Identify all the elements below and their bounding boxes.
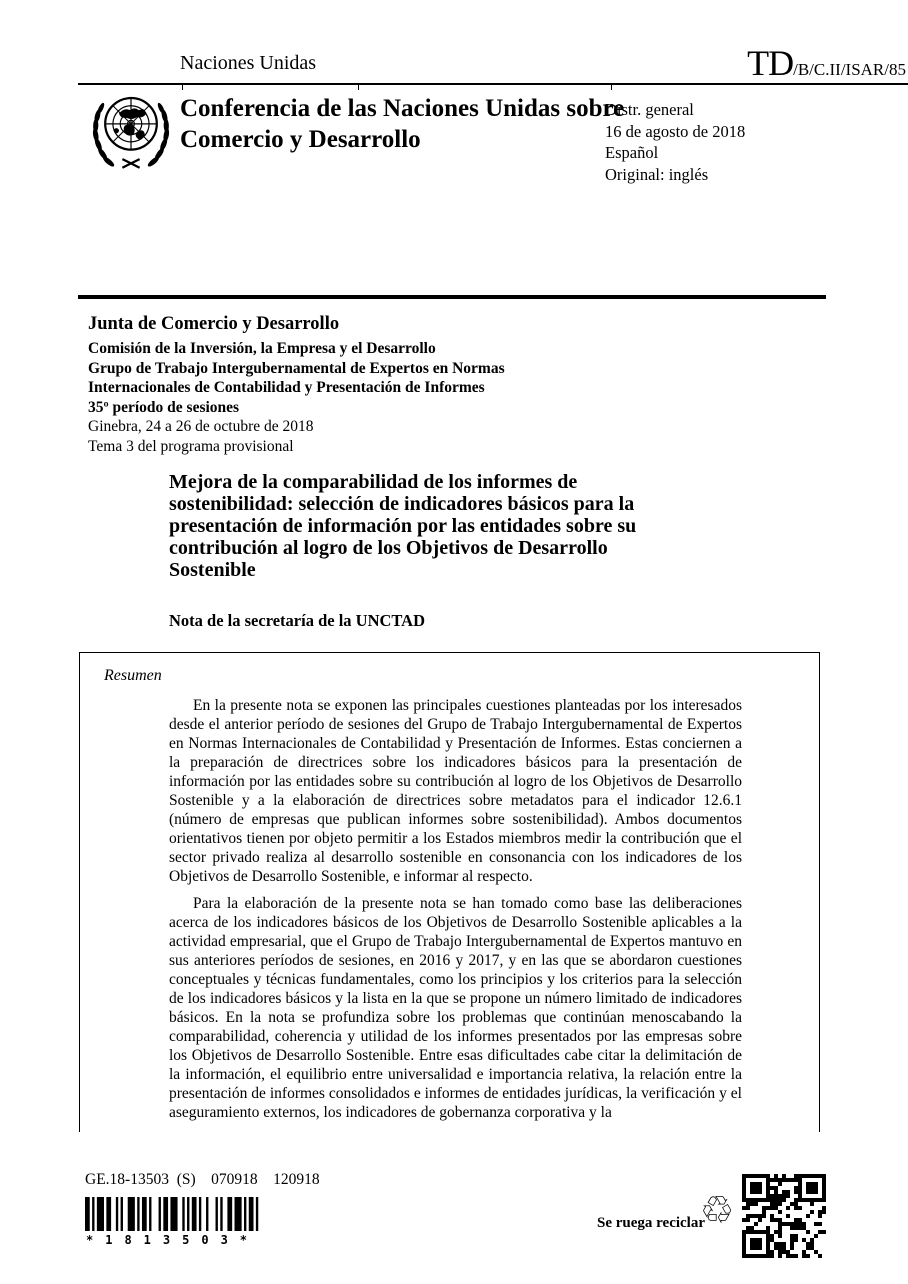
conference-name: Conferencia de las Naciones Unidas sobre Comercio y Desarrollo <box>180 95 625 153</box>
distr-line: Distr. general <box>605 100 694 119</box>
language-line: Español <box>605 143 659 162</box>
summary-paragraph: En la presente nota se exponen las principales cuestiones planteadas por los interesados desde el anterior período de sesiones del Grupo de Trabajo Intergubernamental de Expertos en Normas Internacionales de Contabilidad y Presentación de Informes. Estas conciernen a la preparación de directrices sobre los indicadores básicos para la presentación de información por las entidades sobre su contribución al logro de los Objetivos de Desarrollo Sostenible y a la elaboración de directrices sobre metadatos para el indicador 12.6.1 (número de empresas que publican informes sobre sostenibilidad). Ambos documentos orientativos tienen por objeto permitir a los Estados miembros medir la contribución que el sector privado realiza al desarrollo sostenible en consonancia con los indicadores de los Objetivos de Desarrollo Sostenible, e informar al respecto. <box>169 697 742 885</box>
venue-dates: Ginebra, 24 a 26 de octubre de 2018 <box>88 418 314 435</box>
original-language-line: Original: inglés <box>605 164 709 184</box>
doc-symbol-suffix: /B/C.II/ISAR/85 <box>793 60 906 79</box>
document-reference: GE.18-13503 (S) 070918 120918 <box>85 1171 320 1188</box>
qr-code <box>742 1174 826 1258</box>
commission-name: Comisión de la Inversión, la Empresa y el Desarrollo <box>88 340 436 357</box>
recycle-icon: ♲ <box>700 1188 735 1232</box>
working-group-line2: Internacionales de Contabilidad y Presentación de Informes <box>88 379 485 396</box>
summary-body <box>169 696 742 1122</box>
summary-box <box>79 652 820 1132</box>
session-block <box>88 313 505 456</box>
document-subtitle: Nota de la secretaría de la UNCTAD <box>169 611 426 630</box>
doc-symbol <box>747 42 906 84</box>
date-line: 16 de agosto de 2018 <box>605 121 746 141</box>
barcode <box>85 1197 263 1231</box>
agenda-item: Tema 3 del programa provisional <box>88 437 294 455</box>
document-title: Mejora de la comparabilidad de los informes de sostenibilidad: selección de indicadores básicos para la presentación de información por las entidades sobre su contribución al logro de los Objetivos de Desarrollo Sostenible <box>169 471 637 581</box>
distribution-block <box>605 99 745 185</box>
board-name: Junta de Comercio y Desarrollo <box>88 314 340 334</box>
un-emblem-icon <box>88 87 174 171</box>
session-number: 35º período de sesiones <box>88 398 240 416</box>
rule-tick <box>358 85 359 90</box>
header-rule <box>78 83 908 85</box>
working-group-line1: Grupo de Trabajo Intergubernamental de Expertos en Normas <box>88 359 505 377</box>
rule-tick <box>611 85 612 90</box>
summary-heading: Resumen <box>104 667 162 684</box>
section-rule <box>78 295 826 299</box>
barcode-label: *1813503* <box>86 1233 260 1247</box>
recycle-label: Se ruega reciclar <box>597 1215 706 1231</box>
doc-symbol-prefix: TD <box>747 43 794 83</box>
un-org-name: Naciones Unidas <box>180 52 317 74</box>
summary-paragraph: Para la elaboración de la presente nota se han tomado como base las deliberaciones acerca de los indicadores básicos de los Objetivos de Desarrollo Sostenible aplicables a la actividad empresarial, que el Grupo de Trabajo Intergubernamental de Expertos mantuvo en sus anteriores períodos de sesiones, en 2016 y 2017, y en las que se abordaron cuestiones conceptuales y técnicas fundamentales, como los principios y los criterios para la selección de los indicadores básicos y la lista en la que se propone un número limitado de indicadores básicos. En la nota se profundiza sobre los problemas que continúan menoscabando la comparabilidad, coherencia y utilidad de los informes presentados por las empresas sobre los Objetivos de Desarrollo Sostenible. Entre esas dificultades cabe citar la delimitación de la información, el equilibrio entre universalidad e importancia relativa, la relación entre la presentación de informes consolidados e informes de entidades jurídicas, la verificación y el aseguramiento externos, los indicadores de gobernanza corporativa y la <box>169 895 742 1121</box>
rule-tick <box>182 85 183 90</box>
